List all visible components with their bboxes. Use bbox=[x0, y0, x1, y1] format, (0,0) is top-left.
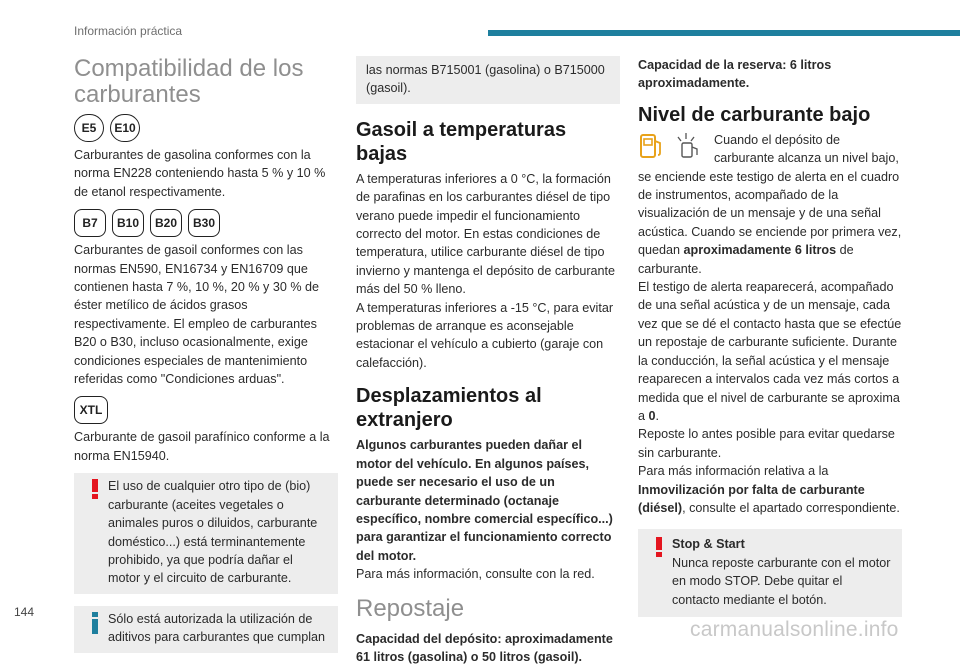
low-fuel-paragraph-3: Reposte lo antes posible para evitar quedarse sin carburante. bbox=[638, 427, 895, 460]
column-1 bbox=[74, 56, 338, 653]
low-fuel-text-1a: Cuando el depósito de carburante alcanza un nivel bajo, se enciende este testigo de alerta en el cuadro de instrumentos, acompañado de la visualización de un mensaje y de una señal acústica. Cuando se enciende por primera vez, quedan bbox=[638, 132, 902, 258]
header-accent-bar bbox=[488, 30, 960, 36]
heading-travel-abroad: Desplazamientos al extranjero bbox=[356, 385, 542, 432]
low-fuel-paragraph-4 bbox=[638, 462, 902, 517]
info-text-additives: Sólo está autorizada la utilización de aditivos para carburantes que cumplan bbox=[108, 611, 326, 645]
low-fuel-text-1c: de carburante. bbox=[638, 243, 854, 276]
low-temp-paragraph-1: A temperaturas inferiores a 0 °C, la formación de parafinas en los carburantes diésel de tipo verano puede impedir el funcionamiento correcto del motor. En estas condiciones de temperatura, utilice carburante diésel de tipo invierno y mantenga el depósito de carburante más del 50 % lleno. bbox=[356, 171, 616, 297]
heading-fuel-compatibility: Compatibilidad de los carburantes bbox=[74, 55, 304, 108]
warning-text-fuel-types: El uso de cualquier otro tipo de (bio) carburante (aceites vegetales o animales puros o diluidos, carburante doméstico...) está terminantemente prohibido, ya que podría dañar el motor y el circuito de carburante. bbox=[108, 479, 318, 586]
info-text-continued: las normas B715001 (gasolina) o B715000 (gasoil). bbox=[366, 63, 605, 96]
warning-text-stop-start: Nunca reposte carburante con el motor en modo STOP. Debe quitar el contacto mediante el botón. bbox=[672, 555, 891, 607]
warning-note-stop-start bbox=[638, 529, 902, 617]
low-fuel-text-1b: aproximadamente 6 litros bbox=[683, 243, 837, 258]
warning-title-stop-start: Stop & Start bbox=[672, 537, 745, 552]
b10-fuel-icon: B10 bbox=[112, 209, 144, 237]
heading-low-temp-diesel: Gasoil a temperaturas bajas bbox=[356, 118, 567, 165]
heading-low-fuel: Nivel de carburante bajo bbox=[638, 103, 871, 126]
watermark: carmanualsonline.info bbox=[690, 618, 899, 641]
xtl-fuel-icons bbox=[74, 396, 338, 424]
low-fuel-block bbox=[638, 131, 902, 278]
diesel-fuel-paragraph: Carburantes de gasoil conformes con las normas EN590, EN16734 y EN16709 que contienen hasta 7 %, 10 %, 20 % y 30 % de éster metílico de ácidos grasos respectivamente. El empleo de carburantes B20 o B30, incluso ocasionalmente, exige condiciones especiales de mantenimiento referidas como "Condiciones arduas". bbox=[74, 243, 320, 387]
low-fuel-warning-icon bbox=[672, 131, 706, 161]
e5-fuel-icon: E5 bbox=[74, 114, 104, 142]
low-fuel-icons bbox=[638, 131, 714, 167]
low-temp-paragraph-2: A temperaturas inferiores a -15 °C, para evitar problemas de arranque es aconsejable estacionar el vehículo a cubierto (garaje con calefacción). bbox=[356, 300, 614, 370]
heading-refuelling: Repostaje bbox=[356, 594, 465, 622]
fuel-pump-icon bbox=[638, 131, 666, 161]
warning-icon bbox=[652, 537, 666, 557]
page-number: 144 bbox=[14, 605, 35, 619]
column-3 bbox=[638, 56, 902, 617]
xtl-fuel-paragraph: Carburante de gasoil parafínico conforme a la norma EN15940. bbox=[74, 430, 330, 463]
petrol-fuel-paragraph: Carburantes de gasolina conformes con la norma EN228 conteniendo hasta 5 % y 10 % de etanol respectivamente. bbox=[74, 148, 326, 199]
travel-bold-paragraph: Algunos carburantes pueden dañar el motor del vehículo. En algunos países, puede ser necesario el uso de un carburante determinado (octanaje específico, nombre comercial específico...) para garantizar el funcionamiento correcto del motor. bbox=[356, 438, 613, 563]
diesel-fuel-icons bbox=[74, 209, 338, 237]
column-2 bbox=[356, 56, 620, 666]
xtl-fuel-icon: XTL bbox=[74, 396, 108, 424]
low-fuel-text-2b: 0 bbox=[648, 408, 656, 423]
info-note-continued bbox=[356, 56, 620, 104]
b30-fuel-icon: B30 bbox=[188, 209, 220, 237]
travel-paragraph: Para más información, consulte con la red. bbox=[356, 567, 595, 582]
warning-note-fuel-types bbox=[74, 473, 338, 593]
info-icon bbox=[88, 612, 102, 634]
warning-icon bbox=[88, 479, 102, 499]
reserve-capacity-text: Capacidad de la reserva: 6 litros aproximadamente. bbox=[638, 58, 832, 91]
low-fuel-text-4b: Inmovilización por falta de carburante (diésel) bbox=[638, 482, 865, 515]
low-fuel-text-4a: Para más información relativa a la bbox=[638, 464, 829, 479]
low-fuel-text-2a: El testigo de alerta reaparecerá, acompañado de una señal acústica y de un mensaje, cada vez que se dé el contacto hasta que se efectúe un repostaje de carburante suficiente. Durante la conducción, la señal acústica y el mensaje reaparecen a intervalos cada vez más cortos a medida que el nivel de carburante se aproxima a bbox=[638, 280, 902, 423]
low-fuel-text-4c: , consulte el apartado correspondiente. bbox=[682, 500, 900, 515]
b20-fuel-icon: B20 bbox=[150, 209, 182, 237]
info-note-additives bbox=[74, 606, 338, 653]
b7-fuel-icon: B7 bbox=[74, 209, 106, 237]
page-header-title: Información práctica bbox=[74, 24, 183, 38]
low-fuel-text-2c: . bbox=[655, 408, 660, 423]
petrol-fuel-icons bbox=[74, 114, 338, 142]
low-fuel-paragraph-2 bbox=[638, 278, 902, 425]
e10-fuel-icon: E10 bbox=[110, 114, 140, 142]
tank-capacity-text: Capacidad del depósito: aproximadamente 61 litros (gasolina) o 50 litros (gasoil). bbox=[356, 631, 613, 664]
